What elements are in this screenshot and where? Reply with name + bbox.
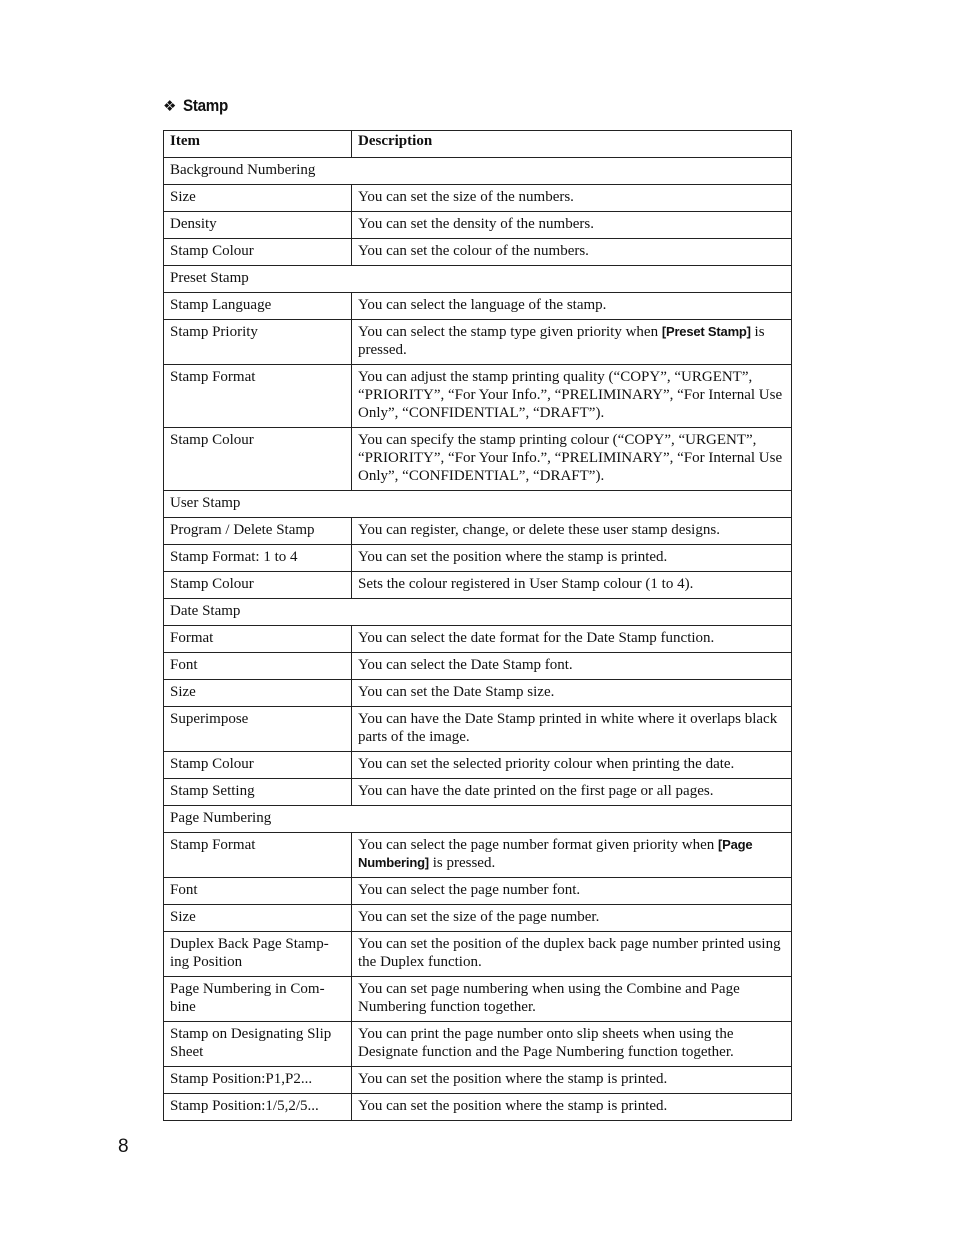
description-cell: You can set the Date Stamp size.: [352, 680, 792, 707]
description-cell: You can set the density of the numbers.: [352, 212, 792, 239]
table-row: [164, 518, 792, 545]
description-text: You can select the stamp type given priority when: [358, 324, 662, 340]
description-cell: You can print the page number onto slip sheets when using the Designate function and the Page Numbering function together.: [352, 1022, 792, 1067]
description-cell: You can specify the stamp printing colour (“COPY”, “URGENT”, “PRIORITY”, “For Your Info.”, “PRELIMINARY”, “For Internal Use Only”, “CONFIDENTIAL”, “DRAFT”).: [352, 428, 792, 491]
description-cell: You can select the Date Stamp font.: [352, 653, 792, 680]
table-row: [164, 626, 792, 653]
table-row: [164, 365, 792, 428]
table-row: [164, 428, 792, 491]
description-cell: You can set the position where the stamp is printed.: [352, 1094, 792, 1121]
table-row: [164, 1094, 792, 1121]
table-row: [164, 977, 792, 1022]
description-cell: You can set the size of the numbers.: [352, 185, 792, 212]
table-row: [164, 320, 792, 365]
description-cell: You can adjust the stamp printing quality (“COPY”, “URGENT”, “PRIORITY”, “For Your Info.”, “PRELIMINARY”, “For Internal Use Only”, “CONFIDENTIAL”, “DRAFT”).: [352, 365, 792, 428]
description-cell: [352, 833, 792, 878]
item-cell: Stamp Setting: [164, 779, 352, 806]
section-row: [164, 806, 792, 833]
item-cell: Duplex Back Page Stamp-ing Position: [164, 932, 352, 977]
page-numbering-key: [Page Numbering]: [358, 837, 753, 870]
table-row: [164, 653, 792, 680]
table-header-row: [164, 131, 792, 158]
item-cell: Size: [164, 185, 352, 212]
description-text: is pressed.: [358, 324, 765, 358]
stamp-settings-table: [163, 130, 792, 1121]
description-cell: You can have the date printed on the first page or all pages.: [352, 779, 792, 806]
description-cell: Sets the colour registered in User Stamp colour (1 to 4).: [352, 572, 792, 599]
item-cell: Stamp Format: 1 to 4: [164, 545, 352, 572]
section-heading: [163, 94, 232, 118]
table-row: [164, 293, 792, 320]
description-cell: You can register, change, or delete these user stamp designs.: [352, 518, 792, 545]
item-cell: Font: [164, 878, 352, 905]
table-row: [164, 752, 792, 779]
table-row: [164, 239, 792, 266]
description-text: is pressed.: [428, 855, 496, 871]
table-row: [164, 833, 792, 878]
item-cell: Stamp Colour: [164, 572, 352, 599]
description-cell: You can set the position where the stamp is printed.: [352, 1067, 792, 1094]
diamond-bullet-icon: ❖: [163, 96, 177, 115]
description-text: You can select the page number format given priority when: [358, 837, 719, 853]
table-row: [164, 1067, 792, 1094]
section-label: Page Numbering: [164, 806, 792, 833]
section-row: [164, 491, 792, 518]
table-row: [164, 545, 792, 572]
description-cell: You can set the position of the duplex back page number printed using the Duplex function.: [352, 932, 792, 977]
column-header-item: Item: [164, 131, 352, 158]
description-cell: You can select the language of the stamp.: [352, 293, 792, 320]
item-cell: Superimpose: [164, 707, 352, 752]
item-cell: Stamp Position:1/5,2/5...: [164, 1094, 352, 1121]
column-header-description: Description: [352, 131, 792, 158]
section-label: Background Numbering: [164, 158, 792, 185]
description-cell: You can select the date format for the Date Stamp function.: [352, 626, 792, 653]
description-cell: [352, 320, 792, 365]
item-cell: Stamp Colour: [164, 239, 352, 266]
item-cell: Stamp Colour: [164, 428, 352, 491]
item-cell: Stamp Priority: [164, 320, 352, 365]
description-cell: You can set the selected priority colour when printing the date.: [352, 752, 792, 779]
table-row: [164, 680, 792, 707]
description-cell: You can set the position where the stamp is printed.: [352, 545, 792, 572]
item-cell: Program / Delete Stamp: [164, 518, 352, 545]
description-cell: You can select the page number font.: [352, 878, 792, 905]
section-row: [164, 266, 792, 293]
item-cell: Font: [164, 653, 352, 680]
page-number: 8: [118, 1136, 129, 1157]
table-row: [164, 185, 792, 212]
item-cell: Page Numbering in Com-bine: [164, 977, 352, 1022]
table-row: [164, 932, 792, 977]
description-cell: You can set page numbering when using the Combine and Page Numbering function together.: [352, 977, 792, 1022]
description-cell: You can set the size of the page number.: [352, 905, 792, 932]
item-cell: Density: [164, 212, 352, 239]
table-row: [164, 878, 792, 905]
table-row: [164, 572, 792, 599]
item-cell: Stamp Language: [164, 293, 352, 320]
description-cell: You can set the colour of the numbers.: [352, 239, 792, 266]
item-cell: Size: [164, 905, 352, 932]
item-cell: Stamp Position:P1,P2...: [164, 1067, 352, 1094]
item-cell: Stamp Colour: [164, 752, 352, 779]
item-cell: Size: [164, 680, 352, 707]
table-row: [164, 905, 792, 932]
section-label: User Stamp: [164, 491, 792, 518]
item-cell: Format: [164, 626, 352, 653]
section-label: Date Stamp: [164, 599, 792, 626]
item-cell: Stamp Format: [164, 833, 352, 878]
table-row: [164, 212, 792, 239]
table-row: [164, 707, 792, 752]
item-cell: Stamp Format: [164, 365, 352, 428]
description-cell: You can have the Date Stamp printed in white where it overlaps black parts of the image.: [352, 707, 792, 752]
item-cell: Stamp on Designating Slip Sheet: [164, 1022, 352, 1067]
preset-stamp-key: [Preset Stamp]: [661, 324, 751, 339]
table-row: [164, 1022, 792, 1067]
section-row: [164, 158, 792, 185]
section-title: Stamp: [183, 96, 229, 115]
table-row: [164, 779, 792, 806]
section-label: Preset Stamp: [164, 266, 792, 293]
section-row: [164, 599, 792, 626]
